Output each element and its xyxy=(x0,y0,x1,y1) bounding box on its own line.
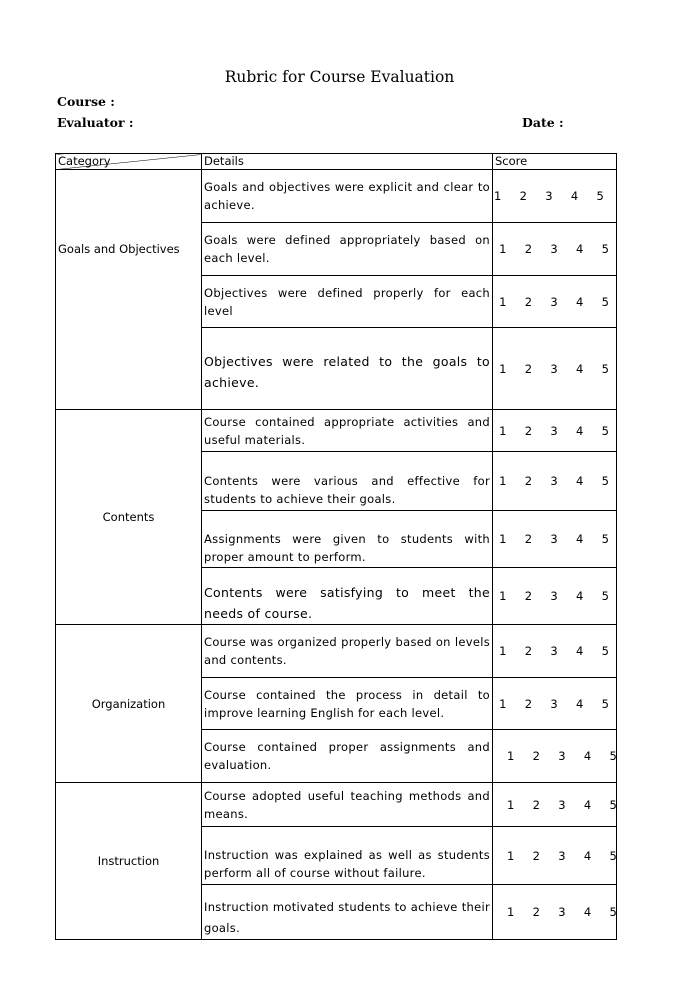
table-row xyxy=(56,625,617,678)
detail-cell: Objectives were defined properly for each level xyxy=(202,276,493,328)
detail-cell: Course was organized properly based on levels and contents. xyxy=(202,625,493,678)
category-goals-objectives: Goals and Objectives xyxy=(56,170,202,410)
category-organization: Organization xyxy=(56,625,202,783)
score-cell: 1 2 3 4 5 xyxy=(493,568,617,625)
detail-cell: Course contained the process in detail to improve learning English for each level. xyxy=(202,678,493,730)
detail-cell: Goals were defined appropriately based on each level. xyxy=(202,223,493,276)
detail-cell: Course adopted useful teaching methods and means. xyxy=(202,783,493,827)
evaluator-label: Evaluator : xyxy=(57,115,134,130)
table-row xyxy=(56,410,617,452)
header-row xyxy=(56,154,617,170)
score-cell: 1 2 3 4 5 xyxy=(493,783,617,827)
detail-cell: Contents were satisfying to meet the needs of course. xyxy=(202,568,493,625)
score-header: Score xyxy=(493,154,617,170)
score-cell: 1 2 3 4 5 xyxy=(493,827,617,885)
detail-cell: Course contained appropriate activities and useful materials. xyxy=(202,410,493,452)
score-cell: 1 2 3 4 5 xyxy=(493,410,617,452)
score-cell: 1 2 3 4 5 xyxy=(493,223,617,276)
score-cell: 1 2 3 4 5 xyxy=(493,452,617,511)
category-instruction: Instruction xyxy=(56,783,202,940)
date-label: Date : xyxy=(522,115,564,130)
detail-cell: Course contained proper assignments and evaluation. xyxy=(202,730,493,783)
category-contents: Contents xyxy=(56,410,202,625)
detail-cell: Instruction was explained as well as students perform all of course without failure. xyxy=(202,827,493,885)
score-cell: 1 2 3 4 5 xyxy=(493,276,617,328)
detail-cell: Contents were various and effective for students to achieve their goals. xyxy=(202,452,493,511)
table-row xyxy=(56,170,617,223)
category-header: Category xyxy=(56,154,202,170)
score-cell: 1 2 3 4 5 xyxy=(493,170,617,223)
rubric-table xyxy=(55,153,617,940)
score-cell: 1 2 3 4 5 xyxy=(493,678,617,730)
score-cell: 1 2 3 4 5 xyxy=(493,511,617,568)
detail-cell: Goals and objectives were explicit and clear to achieve. xyxy=(202,170,493,223)
score-cell: 1 2 3 4 5 xyxy=(493,730,617,783)
details-header: Details xyxy=(202,154,493,170)
detail-cell: Instruction motivated students to achieve their goals. xyxy=(202,885,493,940)
page-title: Rubric for Course Evaluation xyxy=(224,68,455,86)
detail-cell: Objectives were related to the goals to achieve. xyxy=(202,328,493,410)
detail-cell: Assignments were given to students with proper amount to perform. xyxy=(202,511,493,568)
course-label: Course : xyxy=(57,94,115,109)
table-row xyxy=(56,783,617,827)
score-cell: 1 2 3 4 5 xyxy=(493,625,617,678)
score-cell: 1 2 3 4 5 xyxy=(493,328,617,410)
score-cell: 1 2 3 4 5 xyxy=(493,885,617,940)
